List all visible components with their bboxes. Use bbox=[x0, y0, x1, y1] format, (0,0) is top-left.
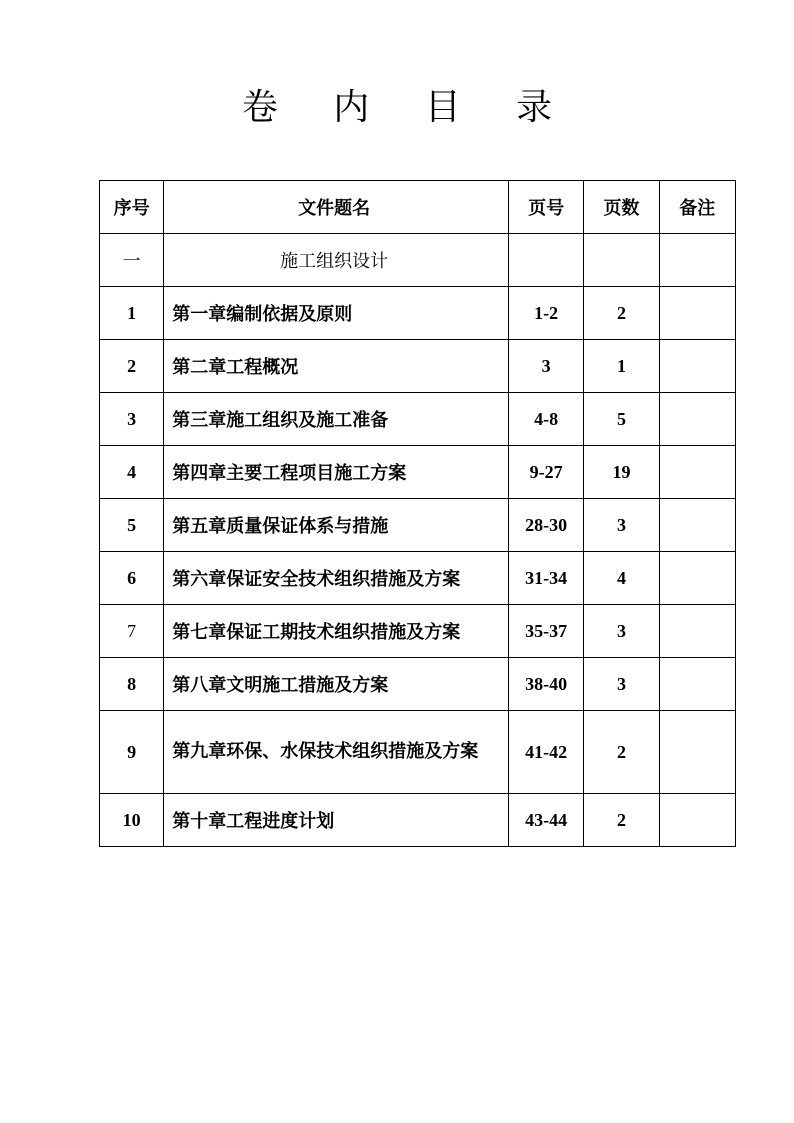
table-row bbox=[100, 287, 736, 340]
header-page: 页号 bbox=[508, 181, 583, 234]
section-note bbox=[659, 234, 735, 287]
row-note bbox=[659, 658, 735, 711]
row-count: 3 bbox=[584, 499, 659, 552]
section-no: 一 bbox=[100, 234, 164, 287]
row-no: 8 bbox=[100, 658, 164, 711]
section-name: 施工组织设计 bbox=[164, 234, 509, 287]
row-name: 第七章保证工期技术组织措施及方案 bbox=[164, 605, 509, 658]
row-name: 第十章工程进度计划 bbox=[164, 794, 509, 847]
row-no: 1 bbox=[100, 287, 164, 340]
row-page: 9-27 bbox=[508, 446, 583, 499]
page-title: 卷 内 目 录 bbox=[241, 87, 575, 128]
row-note bbox=[659, 393, 735, 446]
row-name: 第八章文明施工措施及方案 bbox=[164, 658, 509, 711]
header-note: 备注 bbox=[659, 181, 735, 234]
row-name: 第五章质量保证体系与措施 bbox=[164, 499, 509, 552]
section-page bbox=[508, 234, 583, 287]
header-no: 序号 bbox=[100, 181, 164, 234]
row-page: 1-2 bbox=[508, 287, 583, 340]
header-name: 文件题名 bbox=[164, 181, 509, 234]
table-row bbox=[100, 552, 736, 605]
table-row bbox=[100, 605, 736, 658]
row-page: 38-40 bbox=[508, 658, 583, 711]
table-row bbox=[100, 446, 736, 499]
row-note bbox=[659, 552, 735, 605]
row-count: 5 bbox=[584, 393, 659, 446]
row-note bbox=[659, 446, 735, 499]
row-name: 第四章主要工程项目施工方案 bbox=[164, 446, 509, 499]
row-page: 43-44 bbox=[508, 794, 583, 847]
row-no: 5 bbox=[100, 499, 164, 552]
row-name: 第九章环保、水保技术组织措施及方案 bbox=[164, 711, 509, 794]
table-row bbox=[100, 499, 736, 552]
contents-table bbox=[99, 180, 736, 847]
row-count: 3 bbox=[584, 605, 659, 658]
row-count: 1 bbox=[584, 340, 659, 393]
header-row bbox=[100, 181, 736, 234]
section-row bbox=[100, 234, 736, 287]
row-page: 31-34 bbox=[508, 552, 583, 605]
table-row bbox=[100, 340, 736, 393]
row-page: 41-42 bbox=[508, 711, 583, 794]
row-note bbox=[659, 711, 735, 794]
row-no: 7 bbox=[100, 605, 164, 658]
row-note bbox=[659, 287, 735, 340]
row-no: 10 bbox=[100, 794, 164, 847]
row-count: 4 bbox=[584, 552, 659, 605]
row-name: 第三章施工组织及施工准备 bbox=[164, 393, 509, 446]
table-row bbox=[100, 711, 736, 794]
row-page: 3 bbox=[508, 340, 583, 393]
row-note bbox=[659, 605, 735, 658]
row-page: 35-37 bbox=[508, 605, 583, 658]
row-name: 第二章工程概况 bbox=[164, 340, 509, 393]
row-no: 4 bbox=[100, 446, 164, 499]
row-count: 19 bbox=[584, 446, 659, 499]
row-note bbox=[659, 794, 735, 847]
row-no: 6 bbox=[100, 552, 164, 605]
row-no: 9 bbox=[100, 711, 164, 794]
row-note bbox=[659, 340, 735, 393]
section-count bbox=[584, 234, 659, 287]
table-row bbox=[100, 794, 736, 847]
row-count: 3 bbox=[584, 658, 659, 711]
table-row bbox=[100, 658, 736, 711]
row-no: 3 bbox=[100, 393, 164, 446]
row-count: 2 bbox=[584, 794, 659, 847]
row-count: 2 bbox=[584, 711, 659, 794]
row-note bbox=[659, 499, 735, 552]
row-no: 2 bbox=[100, 340, 164, 393]
row-name: 第一章编制依据及原则 bbox=[164, 287, 509, 340]
row-page: 28-30 bbox=[508, 499, 583, 552]
table-row bbox=[100, 393, 736, 446]
row-page: 4-8 bbox=[508, 393, 583, 446]
row-count: 2 bbox=[584, 287, 659, 340]
row-name: 第六章保证安全技术组织措施及方案 bbox=[164, 552, 509, 605]
header-count: 页数 bbox=[584, 181, 659, 234]
